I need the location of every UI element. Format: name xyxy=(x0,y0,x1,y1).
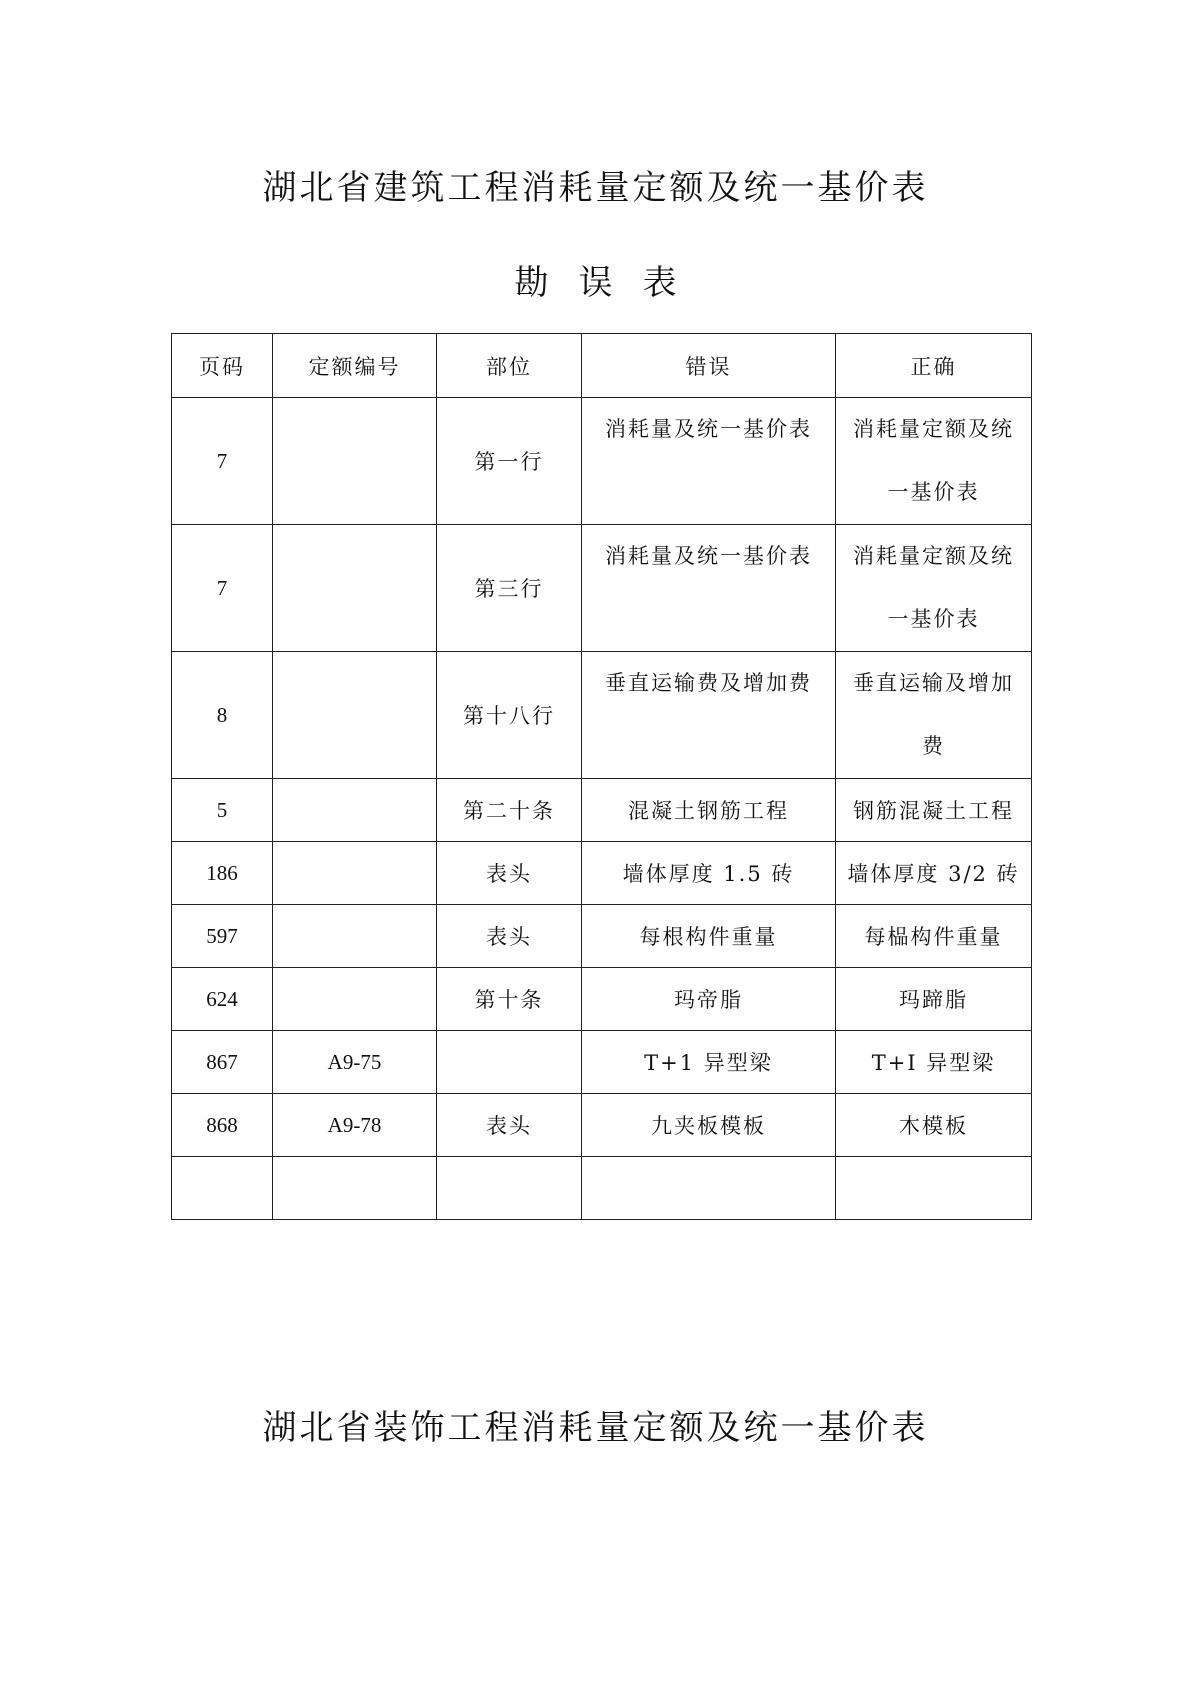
table-row xyxy=(172,842,1032,905)
page-cell: 868 xyxy=(172,1094,273,1157)
table-row xyxy=(172,1094,1032,1157)
location-cell: 第十八行 xyxy=(437,652,582,779)
header-page: 页码 xyxy=(172,334,273,398)
page-cell: 7 xyxy=(172,398,273,525)
page-cell: 867 xyxy=(172,1031,273,1094)
correct-cell: 玛蹄脂 xyxy=(836,968,1032,1031)
correct-cell: 墙体厚度 3/2 砖 xyxy=(836,842,1032,905)
code-cell xyxy=(273,652,437,779)
errata-subtitle: 勘误表 xyxy=(514,263,707,303)
code-cell xyxy=(273,842,437,905)
code-cell xyxy=(273,398,437,525)
table-row xyxy=(172,525,1032,652)
table-row xyxy=(172,1031,1032,1094)
wrong-cell: T+1 异型梁 xyxy=(582,1031,836,1094)
document-title: 湖北省建筑工程消耗量定额及统一基价表 xyxy=(262,168,929,208)
table-row xyxy=(172,779,1032,842)
location-cell xyxy=(437,1031,582,1094)
wrong-cell: 消耗量及统一基价表 xyxy=(582,398,836,525)
code-cell xyxy=(273,1157,437,1220)
table-header-row xyxy=(172,334,1032,398)
code-cell xyxy=(273,905,437,968)
page-cell: 624 xyxy=(172,968,273,1031)
wrong-cell: 垂直运输费及增加费 xyxy=(582,652,836,779)
wrong-cell: 墙体厚度 1.5 砖 xyxy=(582,842,836,905)
wrong-cell: 九夹板模板 xyxy=(582,1094,836,1157)
page-cell: 597 xyxy=(172,905,273,968)
wrong-cell xyxy=(582,1157,836,1220)
wrong-cell: 每根构件重量 xyxy=(582,905,836,968)
location-cell: 第十条 xyxy=(437,968,582,1031)
correct-cell: 垂直运输及增加费 xyxy=(836,652,1032,779)
table-row xyxy=(172,398,1032,525)
code-cell xyxy=(273,779,437,842)
correct-cell: T+I 异型梁 xyxy=(836,1031,1032,1094)
code-cell: A9-75 xyxy=(273,1031,437,1094)
correct-cell: 消耗量定额及统一基价表 xyxy=(836,525,1032,652)
correct-cell xyxy=(836,1157,1032,1220)
errata-table xyxy=(171,333,1032,1220)
code-cell: A9-78 xyxy=(273,1094,437,1157)
wrong-cell: 消耗量及统一基价表 xyxy=(582,525,836,652)
location-cell xyxy=(437,1157,582,1220)
code-cell xyxy=(273,525,437,652)
header-location: 部位 xyxy=(437,334,582,398)
code-cell xyxy=(273,968,437,1031)
table-row-empty xyxy=(172,1157,1032,1220)
location-cell: 表头 xyxy=(437,905,582,968)
location-cell: 表头 xyxy=(437,842,582,905)
page-cell: 7 xyxy=(172,525,273,652)
page-cell: 5 xyxy=(172,779,273,842)
location-cell: 第三行 xyxy=(437,525,582,652)
location-cell: 第一行 xyxy=(437,398,582,525)
wrong-cell: 混凝土钢筋工程 xyxy=(582,779,836,842)
table-row xyxy=(172,905,1032,968)
correct-cell: 木模板 xyxy=(836,1094,1032,1157)
correct-cell: 每榀构件重量 xyxy=(836,905,1032,968)
table-row xyxy=(172,652,1032,779)
table-row xyxy=(172,968,1032,1031)
correct-cell: 钢筋混凝土工程 xyxy=(836,779,1032,842)
page-cell: 186 xyxy=(172,842,273,905)
wrong-cell: 玛帝脂 xyxy=(582,968,836,1031)
header-wrong: 错误 xyxy=(582,334,836,398)
page-cell xyxy=(172,1157,273,1220)
location-cell: 第二十条 xyxy=(437,779,582,842)
correct-cell: 消耗量定额及统一基价表 xyxy=(836,398,1032,525)
page-cell: 8 xyxy=(172,652,273,779)
header-code: 定额编号 xyxy=(273,334,437,398)
next-document-title: 湖北省装饰工程消耗量定额及统一基价表 xyxy=(262,1408,929,1448)
header-correct: 正确 xyxy=(836,334,1032,398)
location-cell: 表头 xyxy=(437,1094,582,1157)
